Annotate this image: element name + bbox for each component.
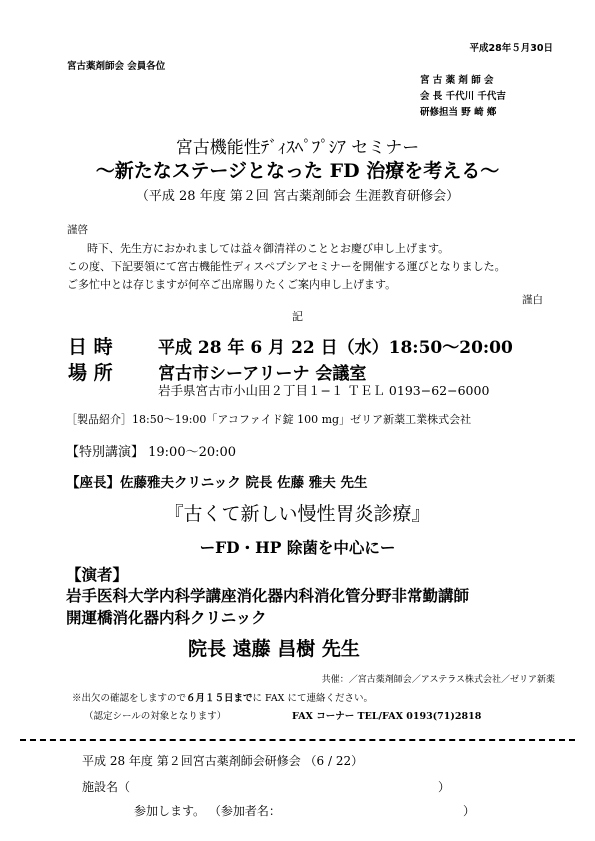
lecture-subtitle: ーFD・HP 除菌を中心にー [199,538,396,557]
chair: 【座長】佐藤雅夫クリニック 院長 佐藤 雅夫 先生 [66,475,368,491]
lecture-title: 『古くて新しい慢性胃炎診療』 [164,503,431,525]
rsvp-notice-pre: ※出欠の確認をしますので [72,693,187,704]
speaker-label: 【演者】 [66,565,129,584]
facility-field[interactable] [135,776,435,794]
letter-body-3: ご多忙中とは存じますが何卒ご出席賜りたくご案内申し上げます。 [67,278,397,291]
letter-closing: 謹白 [522,294,543,306]
title-line3: （平成 28 年度 第２回 宮古薬剤師会 生涯教育研修会） [135,189,460,204]
special-lecture: 【特別講演】 19:00～20:00 [66,445,237,460]
product-intro: ［製品紹介］18:50～19:00「アコファイド錠 100 mg」ゼリア新薬工業株式会社 [66,413,472,426]
facility-close: ） [438,780,451,794]
address: 岩手県宮古市小山田２丁目１−１ ＴＥＬ 0193−62−6000 [158,383,490,398]
attendee-name-field[interactable] [312,800,460,818]
speaker-affiliation-1: 岩手医科大学内科学講座消化器内科消化管分野非常勤講師 [66,586,470,605]
place-value: 宮古市シーアリーナ 会議室 [158,364,367,384]
letter-body-1: 時下、先生方におかれましては益々御清祥のこととお慶び申し上げます。 [87,242,450,255]
facility-label: 施設名（ [82,780,131,794]
attend-label: 参加します。 （参加者名： [134,804,281,818]
fax-number: FAX コーナー TEL/FAX 0193(71)2818 [292,711,482,722]
ki-mark: 記 [292,310,303,323]
rsvp-notice [72,690,373,704]
cosponsor: 共催：／宮古薬剤師会／アステラス株式会社／ゼリア新薬 [321,675,555,685]
recipient: 宮古薬剤師会 会員各位 [67,61,166,72]
rsvp-deadline: ６月１５日まで [186,693,253,704]
date-value: 平成 28 年 6 月 22 日（水）18:50～20:00 [158,338,513,358]
attend-close: ） [463,804,476,818]
title-line2: ～新たなステージとなった FD 治療を考える～ [95,160,500,182]
speaker-name: 院長 遠藤 昌樹 先生 [188,638,360,660]
document-date: 平成28年５月30日 [469,43,553,54]
sender-chair: 会 長 千代川 千代吉 [420,91,506,102]
certification-note: （認定シールの対象となります） [84,711,227,722]
sender-org: 宮 古 薬 剤 師 会 [420,75,494,86]
letter-opening: 謹啓 [67,224,88,236]
speaker-affiliation-2: 開運橋消化器内科クリニック [66,608,267,627]
rsvp-notice-post: に FAX にて連絡ください。 [252,693,373,704]
reply-title: 平成 28 年度 第２回宮古薬剤師会研修会 （6 / 22） [82,754,364,768]
sender-contact: 研修担当 野 崎 鄕 [420,107,497,118]
cut-line [20,739,575,741]
place-label: 場 所 [68,362,113,384]
title-line1: 宮古機能性ﾃﾞｨｽﾍﾟﾌﾟｼｱ セミナー [175,138,420,158]
letter-body-2: この度、下記要領にて宮古機能性ディスペプシアセミナーを開催する運びとなりました。 [67,260,506,273]
date-label: 日 時 [68,336,113,358]
